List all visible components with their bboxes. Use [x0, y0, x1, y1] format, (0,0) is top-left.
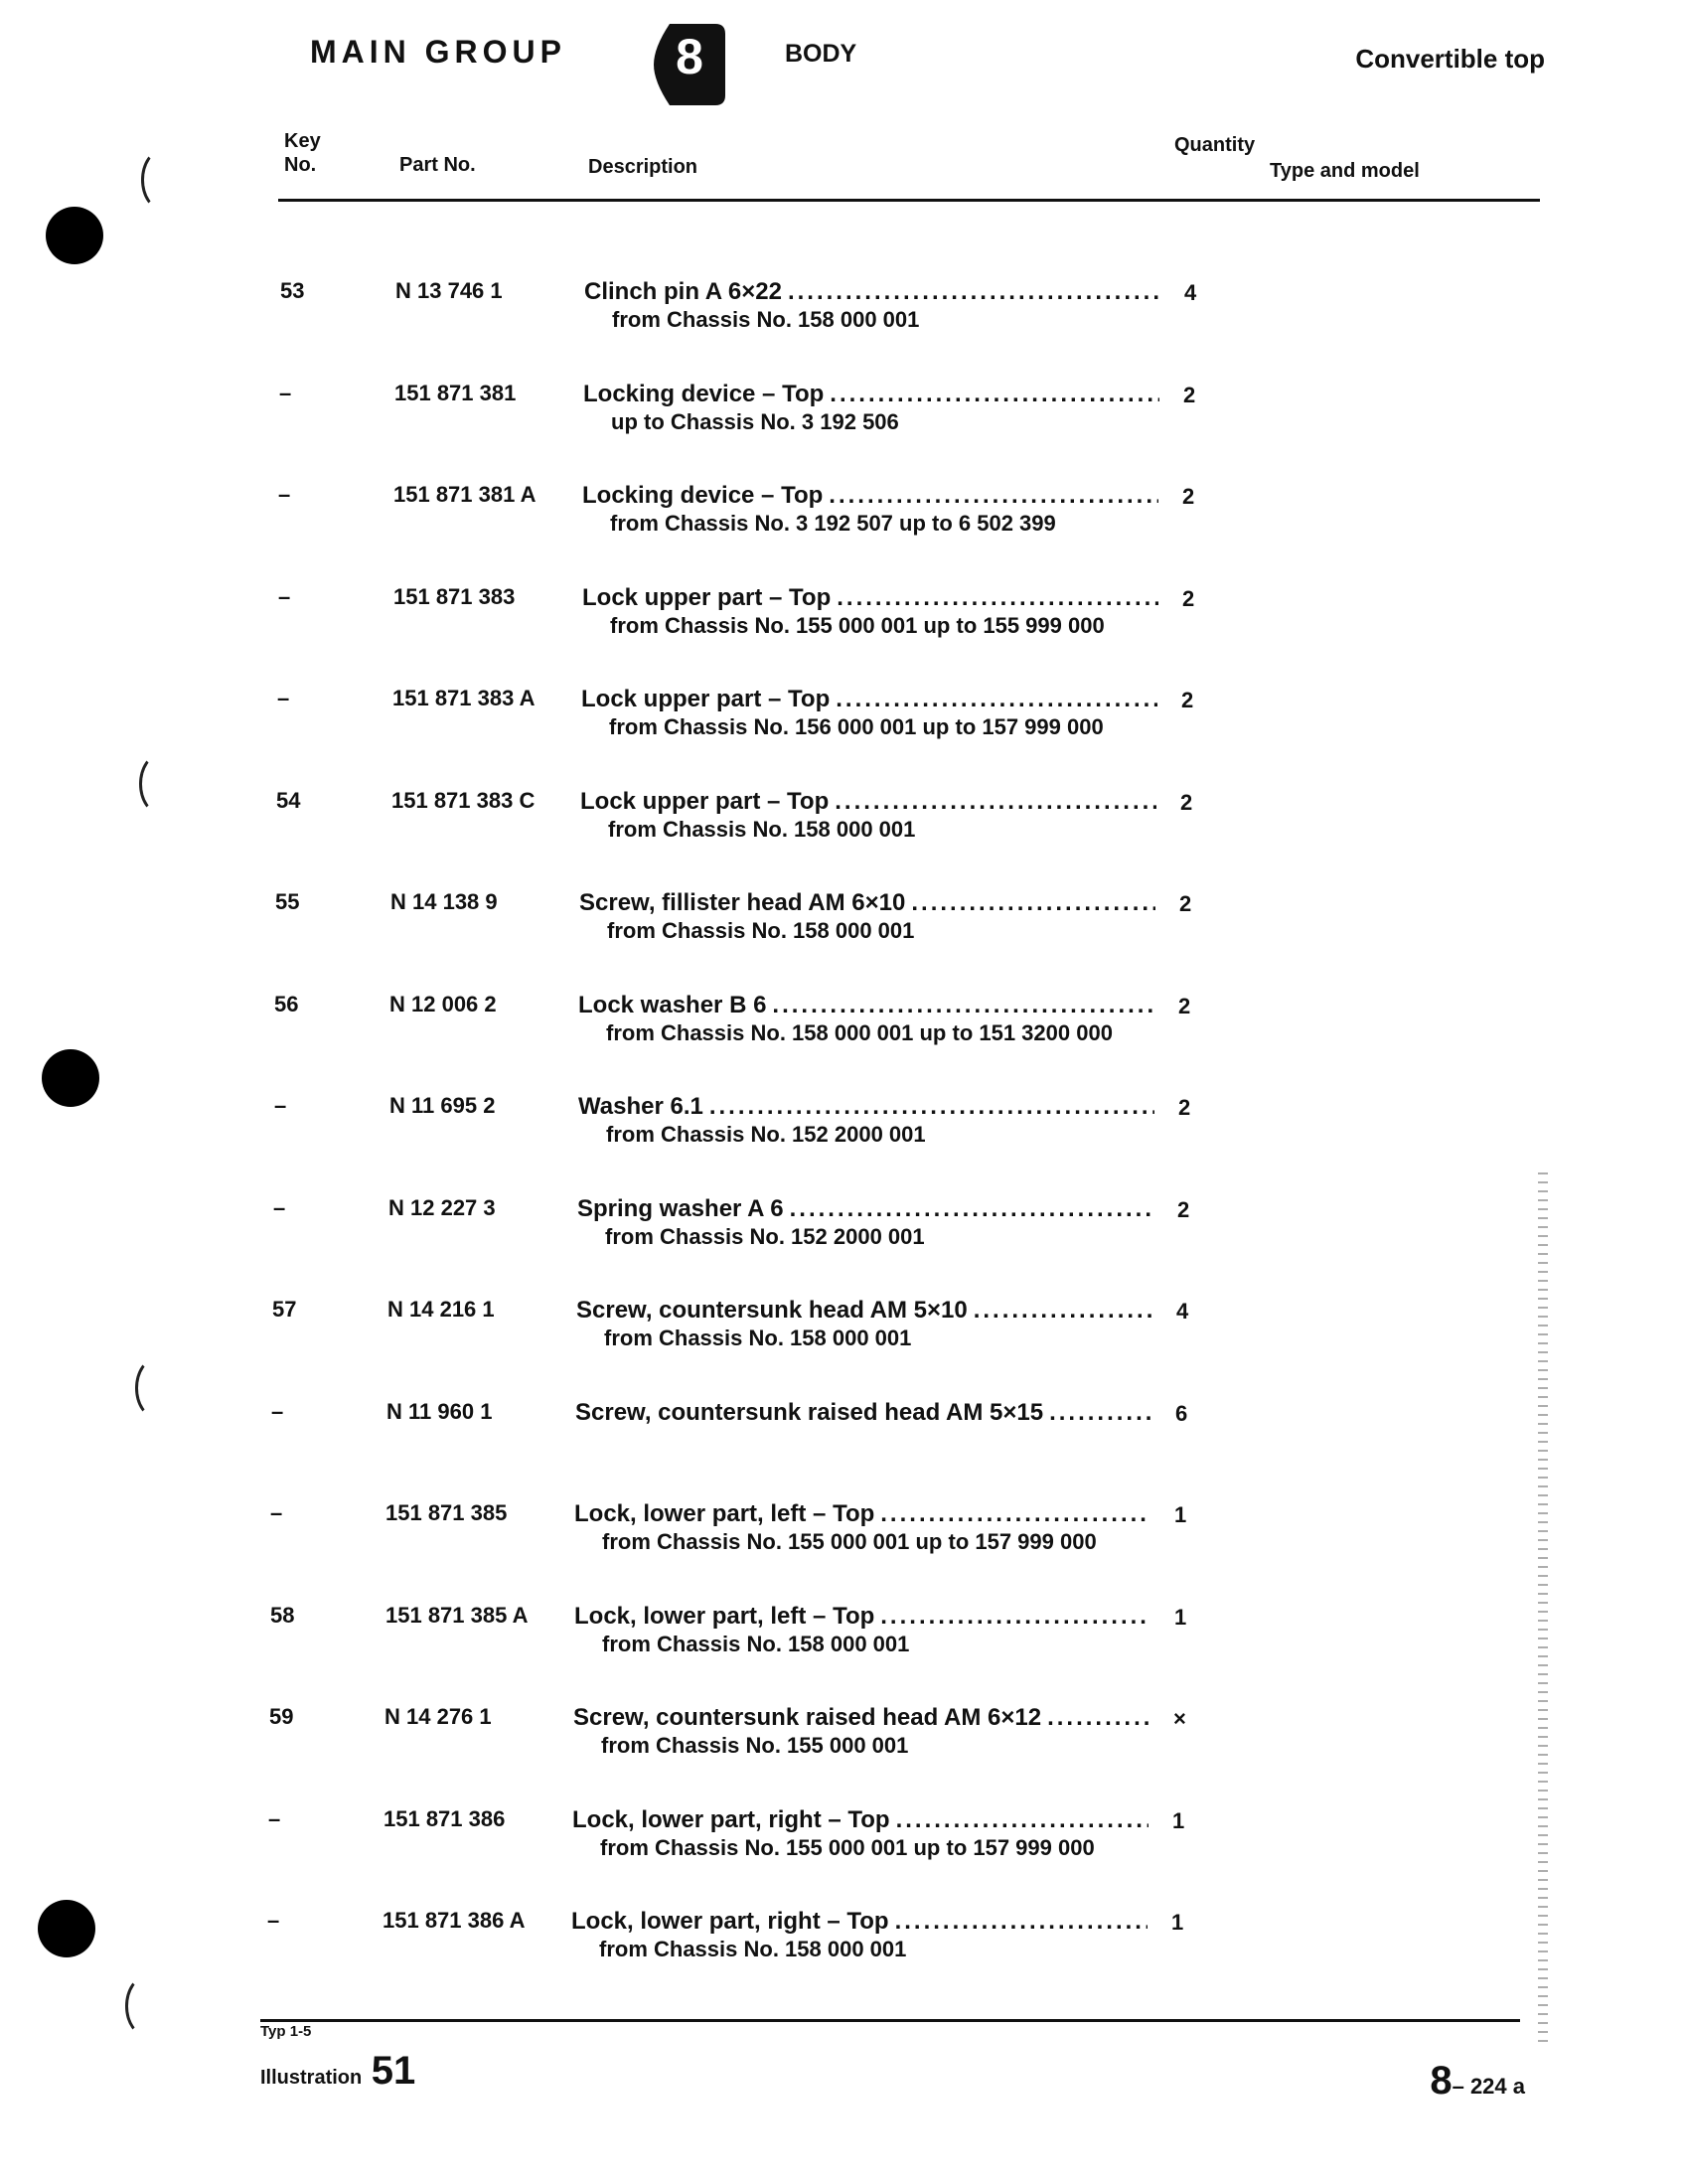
quantity: 2: [1177, 1197, 1190, 1222]
quantity: 2: [1179, 891, 1192, 916]
dot-leader: [1047, 1704, 1149, 1732]
footer-rule: [260, 2019, 1520, 2022]
page-number: [1430, 2059, 1525, 2104]
description-line: [571, 1908, 1148, 1936]
part-no: N 14 216 1: [387, 1297, 495, 1322]
chassis-range: from Chassis No. 152 2000 001: [605, 1224, 925, 1249]
key-no: 55: [275, 889, 300, 914]
dot-leader: [1049, 1399, 1151, 1427]
description: [580, 788, 1156, 844]
quantity: 1: [1174, 1605, 1187, 1630]
table-row: [0, 584, 1684, 654]
dot-leader: [896, 1806, 1148, 1834]
dot-leader: [911, 889, 1155, 917]
table-row: [0, 482, 1684, 551]
quantity: 2: [1181, 688, 1194, 712]
quantity: 2: [1178, 1095, 1191, 1120]
quantity: 4: [1176, 1299, 1189, 1324]
dot-leader: [880, 1500, 1150, 1528]
chassis-range: from Chassis No. 152 2000 001: [606, 1122, 926, 1147]
description: [578, 992, 1154, 1047]
part-no: 151 871 385: [385, 1500, 508, 1525]
column-header-quantity: Quantity: [1174, 134, 1256, 156]
dot-leader: [790, 1195, 1153, 1223]
chassis-range: from Chassis No. 155 000 001 up to 155 999 000: [610, 613, 1105, 638]
chassis-range: from Chassis No. 158 000 001: [608, 817, 916, 842]
description-line: [582, 584, 1158, 612]
part-no: 151 871 383 A: [392, 686, 536, 710]
part-no: N 11 960 1: [386, 1399, 493, 1424]
table-row: [0, 1908, 1684, 1977]
description-text: Locking device – Top: [582, 482, 824, 509]
punch-hole-icon: [42, 1049, 99, 1107]
page-number-main: 8: [1430, 2059, 1453, 2103]
table-row: [0, 992, 1684, 1061]
description-line: [578, 992, 1154, 1019]
chassis-range: up to Chassis No. 3 192 506: [611, 409, 899, 434]
key-no: –: [273, 1195, 286, 1220]
quantity: 2: [1182, 586, 1195, 611]
description: [574, 1603, 1150, 1658]
description: [582, 482, 1158, 538]
key-no: 56: [274, 992, 299, 1016]
dot-leader: [772, 992, 1154, 1019]
part-no: 151 871 383: [393, 584, 516, 609]
punch-hole-icon: [38, 1900, 95, 1957]
description: [571, 1908, 1148, 1963]
margin-bracket-icon: [141, 149, 184, 211]
part-no: 151 871 386: [383, 1806, 506, 1831]
quantity: 2: [1182, 484, 1195, 509]
illustration-number: 51: [371, 2049, 416, 2093]
chassis-range: from Chassis No. 156 000 001 up to 157 999 000: [609, 714, 1104, 739]
description-text: Lock upper part – Top: [582, 584, 832, 611]
description-text: Lock, lower part, left – Top: [574, 1603, 875, 1630]
main-group-title: MAIN GROUP: [310, 34, 566, 70]
part-no: 151 871 381: [394, 381, 517, 405]
description-text: Lock, lower part, left – Top: [574, 1500, 875, 1527]
key-no: 53: [280, 278, 305, 303]
column-header-description: Description: [588, 156, 698, 178]
description: [579, 889, 1155, 945]
punch-hole-icon: [46, 207, 103, 264]
description: [577, 1195, 1153, 1251]
scan-edge-noise: [1538, 1172, 1548, 2047]
footer-illustration: [260, 2049, 415, 2094]
description-text: Lock upper part – Top: [580, 788, 830, 815]
chassis-range: from Chassis No. 158 000 001: [607, 918, 915, 943]
quantity: 2: [1183, 383, 1196, 407]
table-row: [0, 1093, 1684, 1163]
dot-leader: [837, 584, 1158, 612]
part-no: N 11 695 2: [389, 1093, 496, 1118]
key-no: –: [278, 584, 291, 609]
description: [581, 686, 1157, 741]
page-number-suffix: – 224 a: [1452, 2074, 1525, 2099]
chassis-range: from Chassis No. 158 000 001: [612, 307, 920, 332]
description-line: [579, 889, 1155, 917]
key-no: –: [278, 482, 291, 507]
chassis-range: from Chassis No. 158 000 001: [604, 1326, 912, 1350]
part-no: N 12 227 3: [388, 1195, 496, 1220]
dot-leader: [974, 1297, 1152, 1325]
dot-leader: [788, 278, 1160, 306]
dot-leader: [830, 381, 1159, 408]
part-no: 151 871 386 A: [383, 1908, 526, 1933]
description: [572, 1806, 1148, 1862]
description-line: [584, 278, 1160, 306]
group-name: BODY: [785, 40, 857, 68]
description-text: Lock, lower part, right – Top: [572, 1806, 890, 1833]
table-row: [0, 381, 1684, 450]
margin-bracket-icon: [139, 753, 182, 815]
key-no: –: [274, 1093, 287, 1118]
dot-leader: [836, 686, 1157, 713]
table-row: [0, 278, 1684, 348]
chassis-range: from Chassis No. 3 192 507 up to 6 502 399: [610, 511, 1056, 536]
description-text: Lock washer B 6: [578, 992, 767, 1018]
footer-type: Typ 1-5: [260, 2023, 312, 2040]
description-line: [574, 1500, 1150, 1528]
description-line: [572, 1806, 1148, 1834]
table-row: [0, 1603, 1684, 1672]
dot-leader: [835, 788, 1156, 816]
column-header-part-no: Part No.: [399, 154, 476, 176]
quantity: 1: [1174, 1502, 1187, 1527]
key-no: –: [279, 381, 292, 405]
description: [575, 1399, 1151, 1427]
dot-leader: [880, 1603, 1150, 1631]
key-no: 54: [276, 788, 301, 813]
key-no: 58: [270, 1603, 295, 1628]
part-no: N 12 006 2: [389, 992, 497, 1016]
table-row: [0, 788, 1684, 858]
dot-leader: [709, 1093, 1154, 1121]
column-header-type-model: Type and model: [1270, 160, 1420, 182]
chassis-range: from Chassis No. 155 000 001: [601, 1733, 909, 1758]
header-rule: [278, 199, 1540, 202]
description-line: [582, 482, 1158, 510]
description-line: [575, 1399, 1151, 1427]
description-text: Screw, countersunk raised head AM 5×15: [575, 1399, 1044, 1426]
description-text: Screw, countersunk raised head AM 6×12: [573, 1704, 1042, 1731]
key-no: 59: [269, 1704, 294, 1729]
description-text: Washer 6.1: [578, 1093, 703, 1120]
quantity: 4: [1184, 280, 1197, 305]
chassis-range: from Chassis No. 158 000 001: [599, 1937, 907, 1961]
quantity: 1: [1171, 1910, 1184, 1935]
group-number-badge: [652, 22, 727, 107]
description: [584, 278, 1160, 334]
description-text: Screw, countersunk head AM 5×10: [576, 1297, 968, 1324]
description-line: [580, 788, 1156, 816]
margin-bracket-icon: [125, 1975, 168, 2037]
quantity: 2: [1178, 994, 1191, 1018]
description: [573, 1704, 1149, 1760]
chassis-range: from Chassis No. 158 000 001: [602, 1632, 910, 1656]
description: [576, 1297, 1152, 1352]
part-no: N 14 276 1: [384, 1704, 492, 1729]
chassis-range: from Chassis No. 155 000 001 up to 157 999 000: [602, 1529, 1097, 1554]
description: [578, 1093, 1154, 1149]
part-no: N 13 746 1: [395, 278, 503, 303]
description: [574, 1500, 1150, 1556]
margin-bracket-icon: [135, 1357, 178, 1419]
description-line: [577, 1195, 1153, 1223]
part-no: 151 871 385 A: [385, 1603, 529, 1628]
key-no: –: [270, 1500, 283, 1525]
chassis-range: from Chassis No. 158 000 001 up to 151 3200 000: [606, 1020, 1113, 1045]
description-text: Clinch pin A 6×22: [584, 278, 782, 305]
description: [583, 381, 1159, 436]
dot-leader: [829, 482, 1158, 510]
column-header-key-no: Key No.: [284, 130, 321, 176]
description-text: Spring washer A 6: [577, 1195, 784, 1222]
description-line: [578, 1093, 1154, 1121]
quantity: 6: [1175, 1401, 1188, 1426]
table-row: [0, 1399, 1684, 1469]
table-row: [0, 1297, 1684, 1366]
description-text: Lock upper part – Top: [581, 686, 831, 712]
key-no: –: [277, 686, 290, 710]
key-no: –: [267, 1908, 280, 1933]
section-title: Convertible top: [1355, 44, 1545, 74]
part-no: 151 871 383 C: [391, 788, 536, 813]
key-no: 57: [272, 1297, 297, 1322]
table-row: [0, 686, 1684, 755]
description-line: [581, 686, 1157, 713]
table-row: [0, 1806, 1684, 1876]
group-number: 8: [676, 29, 703, 84]
description: [582, 584, 1158, 640]
table-row: [0, 889, 1684, 959]
chassis-range: from Chassis No. 155 000 001 up to 157 999 000: [600, 1835, 1095, 1860]
quantity: ×: [1173, 1706, 1186, 1731]
description-line: [583, 381, 1159, 408]
dot-leader: [895, 1908, 1148, 1936]
description-line: [574, 1603, 1150, 1631]
description-line: [576, 1297, 1152, 1325]
table-row: [0, 1500, 1684, 1570]
illustration-label: Illustration: [260, 2067, 363, 2089]
part-no: 151 871 381 A: [393, 482, 536, 507]
table-row: [0, 1704, 1684, 1774]
description-line: [573, 1704, 1149, 1732]
description-text: Screw, fillister head AM 6×10: [579, 889, 906, 916]
table-row: [0, 1195, 1684, 1265]
description-text: Lock, lower part, right – Top: [571, 1908, 889, 1935]
part-no: N 14 138 9: [390, 889, 498, 914]
quantity: 1: [1172, 1808, 1185, 1833]
key-no: –: [268, 1806, 281, 1831]
quantity: 2: [1180, 790, 1193, 815]
description-text: Locking device – Top: [583, 381, 825, 407]
key-no: –: [271, 1399, 284, 1424]
